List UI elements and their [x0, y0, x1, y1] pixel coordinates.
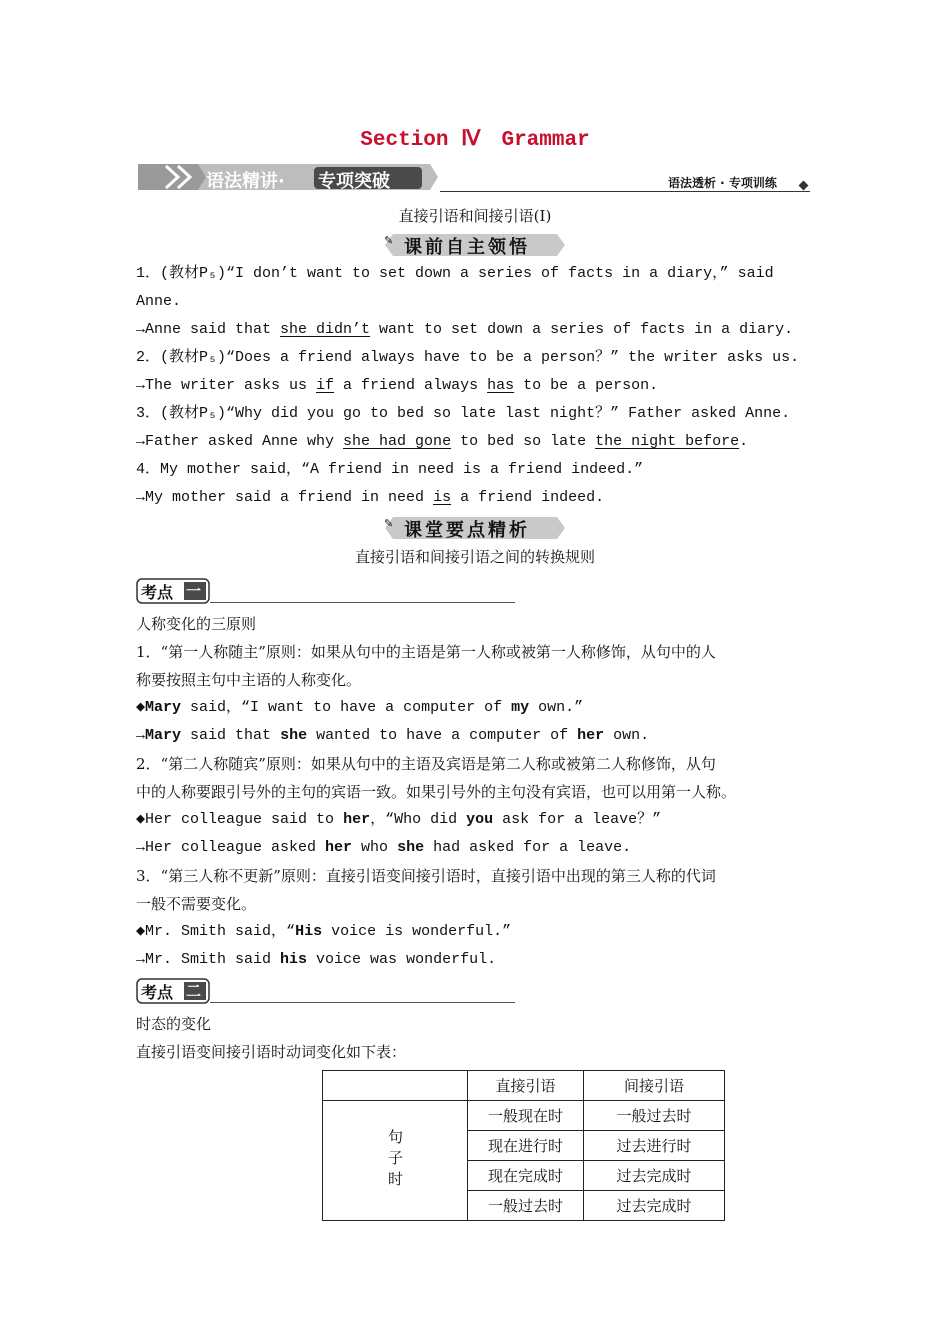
table-row	[323, 1101, 725, 1131]
kaodian-2-number: 二	[186, 982, 202, 1000]
answer-blank: is	[433, 489, 452, 506]
kaodian-1-number: 一	[186, 582, 202, 600]
table-cell: 过去完成时	[584, 1161, 725, 1191]
table-cell: 现在完成时	[468, 1161, 584, 1191]
table-cell: 过去完成时	[584, 1191, 725, 1221]
kaodian-1-rule	[210, 602, 515, 603]
banner-subtitle: 语法透析 · 专项训练	[668, 176, 777, 190]
example-1-indirect: →Mary said that she wanted to have a computer of her own.	[136, 727, 650, 744]
diamond-icon	[799, 181, 809, 191]
example-2-direct: ◆Her colleague said to her，“Who did you ask for a leave？”	[136, 811, 662, 828]
answer-blank: she didn’t	[280, 321, 371, 338]
kaodian-1-label: 考点	[141, 583, 174, 602]
table-cell: 一般过去时	[468, 1191, 584, 1221]
example-3-indirect: →Mr. Smith said his voice was wonderful.	[136, 951, 497, 968]
exercise-2-question: 2．(教材P₅)“Does a friend always have to be a person？” the writer asks us.	[136, 349, 800, 366]
table-cell: 一般现在时	[468, 1101, 584, 1131]
exercise-4-answer: →My mother said a friend in need is a friend indeed.	[136, 489, 605, 506]
rule-3-text-cont: 一般不需要变化。	[136, 895, 257, 913]
table-header: 直接引语	[468, 1071, 584, 1101]
section-label-1: 课前自主领悟	[404, 237, 530, 258]
example-3-direct: ◆Mr. Smith said，“His voice is wonderful.”	[136, 923, 512, 940]
banner-left-text: 语法精讲·	[206, 171, 285, 192]
exercise-1-question: 1．(教材P₅)“I don’t want to set down a series of facts in a diary，” said	[136, 265, 774, 282]
table-header: 间接引语	[584, 1071, 725, 1101]
rules-heading: 直接引语和间接引语之间的转换规则	[354, 548, 595, 566]
exercise-2-answer: →The writer asks us if a friend always has to be a person.	[136, 377, 659, 394]
example-1-direct: ◆Mary said，“I want to have a computer of my own.”	[136, 699, 584, 716]
table-cell-empty	[323, 1071, 468, 1101]
point-2-intro: 直接引语变间接引语时动词变化如下表：	[136, 1043, 407, 1061]
table-cell: 现在进行时	[468, 1131, 584, 1161]
answer-blank: the night before	[595, 433, 740, 450]
banner-rule	[440, 191, 810, 192]
answer-blank: if	[316, 377, 335, 394]
rule-1-text: 1．“第一人称随主”原则：如果从句中的主语是第一人称或被第一人称修饰，从句中的人	[136, 643, 716, 661]
table-row	[323, 1071, 725, 1101]
exercise-1-answer: →Anne said that she didn’t want to set down a series of facts in a diary.	[136, 321, 794, 338]
topic-heading: 直接引语和间接引语(Ⅰ)	[398, 207, 552, 225]
point-2-heading: 时态的变化	[136, 1015, 212, 1033]
exercise-1-question-cont: Anne.	[136, 293, 182, 310]
rule-3-text: 3．“第三人称不更新”原则：直接引语变间接引语时，直接引语中出现的第三人称的代词	[136, 867, 716, 885]
table-cell: 一般过去时	[584, 1101, 725, 1131]
pencil-icon: ✎	[384, 517, 394, 530]
banner-right-text: 专项突破	[318, 171, 390, 192]
exercise-3-question: 3．(教材P₅)“Why did you go to bed so late last night？” Father asked Anne.	[136, 405, 791, 422]
table-row-label: 句子时	[323, 1101, 468, 1221]
exercise-3-answer: →Father asked Anne why she had gone to bed so late the night before.	[136, 433, 749, 450]
pencil-icon: ✎	[384, 234, 394, 247]
point-1-heading: 人称变化的三原则	[136, 615, 257, 633]
answer-blank: has	[487, 377, 515, 394]
section-banner	[138, 160, 438, 194]
exercise-4-question: 4．My mother said，“A friend in need is a friend indeed.”	[136, 461, 644, 478]
example-2-indirect: →Her colleague asked her who she had asked for a leave.	[136, 839, 632, 856]
page-title: Section Ⅳ Grammar	[360, 129, 590, 152]
table-cell: 过去进行时	[584, 1131, 725, 1161]
rule-2-text: 2．“第二人称随宾”原则：如果从句中的主语及宾语是第二人称或被第二人称修饰，从句	[136, 755, 716, 773]
section-label-2: 课堂要点精析	[404, 520, 530, 541]
answer-blank: she had gone	[343, 433, 452, 450]
tense-table	[322, 1070, 725, 1221]
kaodian-2-label: 考点	[141, 983, 174, 1002]
rule-2-text-cont: 中的人称要跟引号外的主句的宾语一致。如果引号外的主句没有宾语，也可以用第一人称。	[136, 783, 737, 801]
rule-1-text-cont: 称要按照主句中主语的人称变化。	[136, 671, 362, 689]
kaodian-2-rule	[210, 1002, 515, 1003]
